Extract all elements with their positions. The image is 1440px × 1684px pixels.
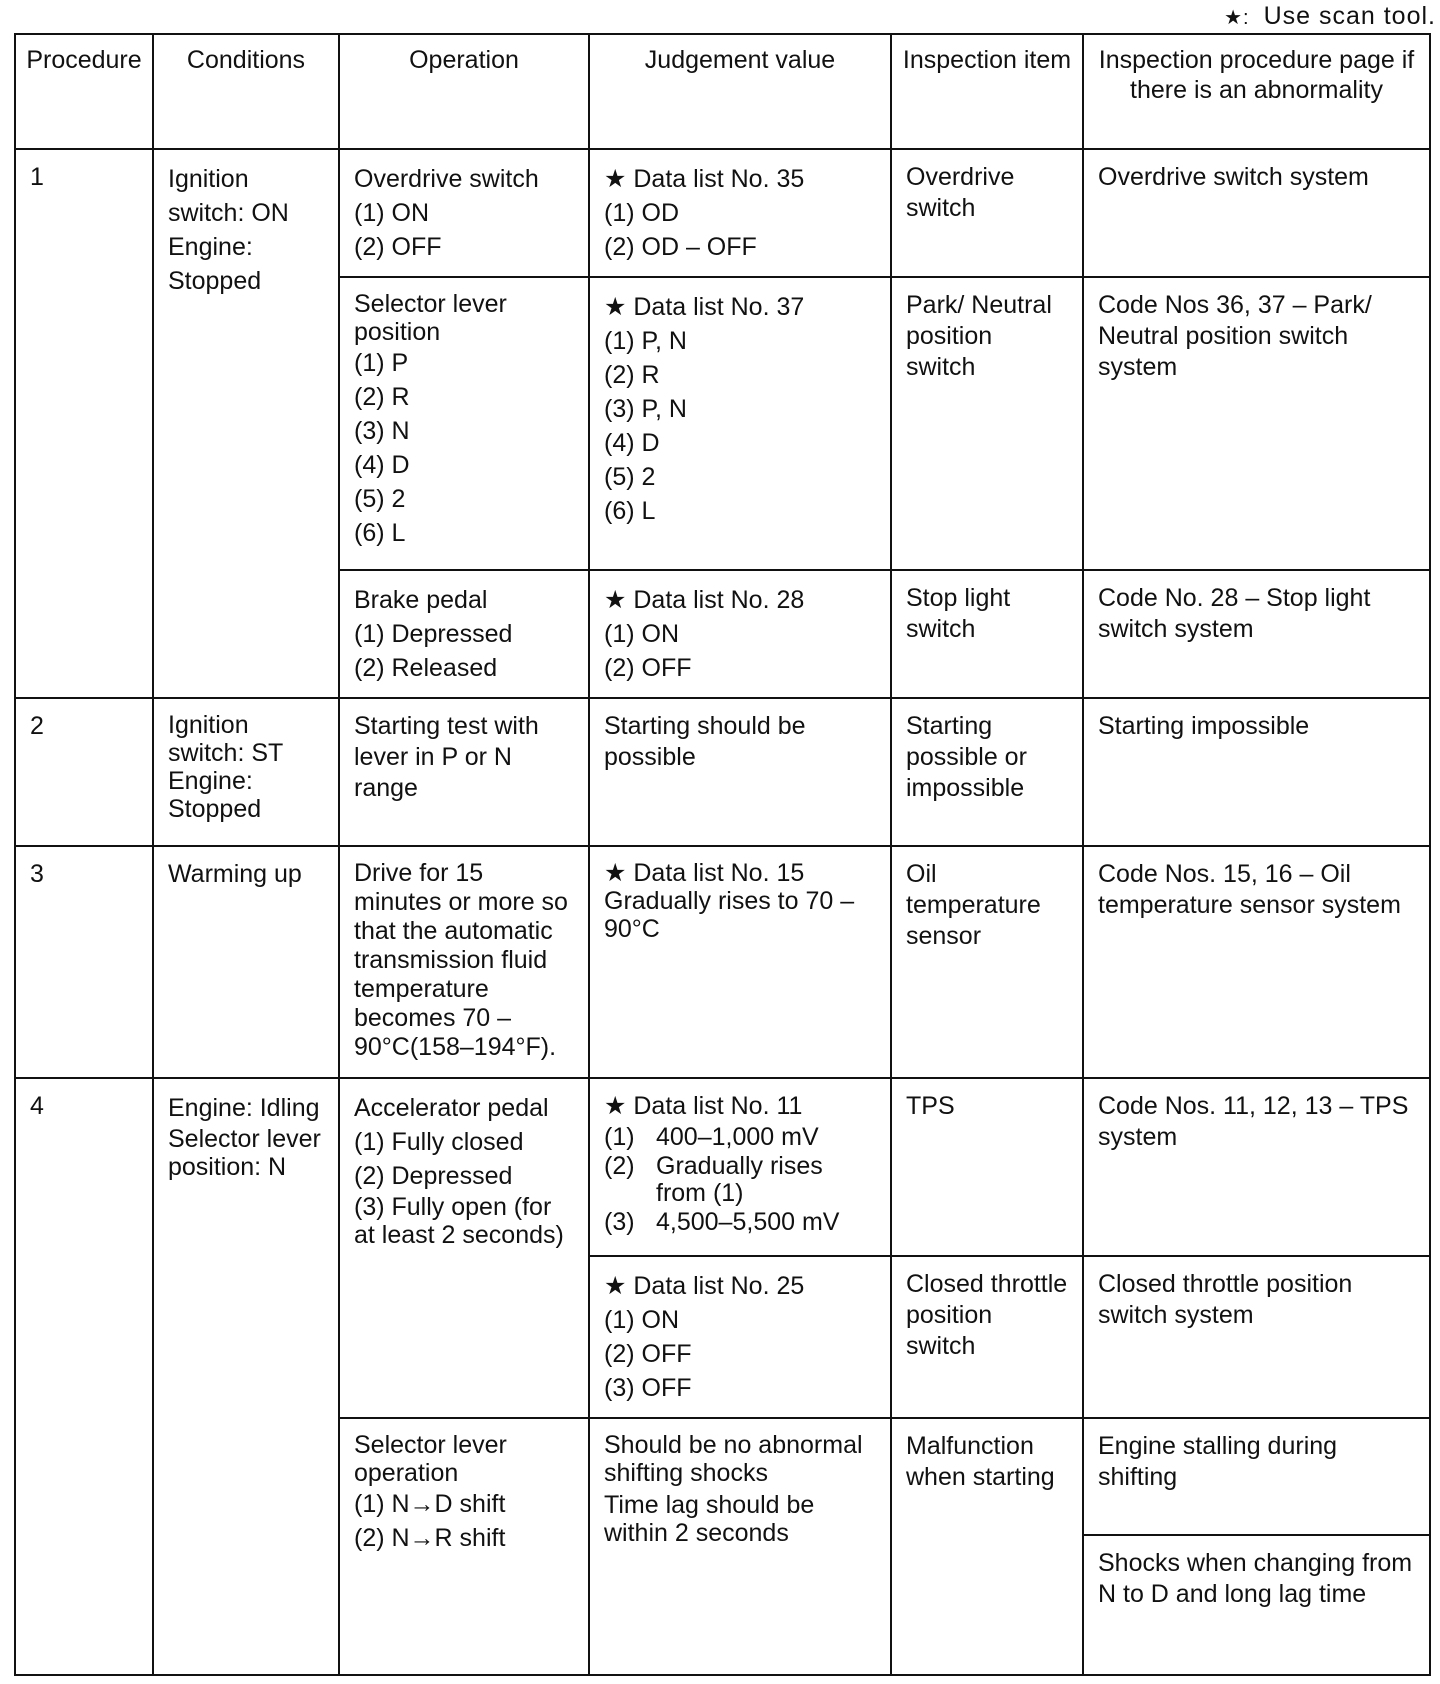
judgement-line: (1) ON	[604, 1306, 679, 1334]
conditions-cell	[153, 149, 339, 698]
operation-line: (1) P	[354, 349, 409, 377]
condition-line: Ignition switch: ST	[168, 711, 284, 767]
operation-cell: Drive for 15 minutes or more so that the automatic transmission fluid temperature becomes 70 – 90°C(158–194°F).	[339, 846, 589, 1078]
condition-line: Engine: Idling	[168, 1094, 320, 1122]
operation-cell	[339, 1418, 589, 1675]
procedure-page-cell: Starting impossible	[1083, 698, 1430, 846]
judgement-cell	[589, 1418, 891, 1675]
condition-line: Ignition switch: ON	[168, 165, 289, 227]
header-procedure: Procedure	[15, 34, 153, 149]
header-judgement-value: Judgement value	[589, 34, 891, 149]
operation-line: (2) R	[354, 383, 410, 411]
header-operation: Operation	[339, 34, 589, 149]
judgement-line: (2) OFF	[604, 1340, 692, 1368]
condition-line: Engine: Stopped	[168, 233, 262, 295]
judgement-title: ★ Data list No. 28	[604, 586, 805, 614]
inspection-item-cell: Overdrive switch	[891, 149, 1083, 277]
table-row	[15, 1078, 1430, 1256]
judgement-title: ★ Data list No. 35	[604, 165, 805, 193]
inspection-item-cell: Closed throttle position switch	[891, 1256, 1083, 1418]
table-row	[15, 149, 1430, 277]
operation-title: Selector lever position	[354, 290, 507, 346]
operation-title: Brake pedal	[354, 586, 488, 614]
inspection-item-cell: Malfunction when starting	[891, 1418, 1083, 1675]
judgement-cell	[589, 1078, 891, 1256]
judgement-line: (4) D	[604, 429, 660, 457]
judgement-item-text: Gradually rises from (1)	[656, 1152, 823, 1207]
judgement-line: (1) OD	[604, 199, 679, 227]
header-inspection-item: Inspection item	[891, 34, 1083, 149]
operation-title: Selector lever operation	[354, 1431, 507, 1487]
operation-line: (1) Fully closed	[354, 1128, 524, 1156]
operation-line: (1) N→D shift	[354, 1490, 506, 1518]
operation-line: (2) OFF	[354, 233, 442, 261]
judgement-line: (1) ON	[604, 620, 679, 648]
operation-line: (3) Fully open (for at least 2 seconds)	[354, 1193, 564, 1249]
judgement-line: Should be no abnormal shifting shocks	[604, 1431, 863, 1487]
inspection-table	[14, 33, 1431, 1675]
judgement-line: (3) P, N	[604, 395, 687, 423]
operation-line: (3) N	[354, 417, 410, 445]
operation-line: (1) ON	[354, 199, 429, 227]
condition-line: Engine: Stopped	[168, 767, 262, 823]
procedure-page-cell: Code Nos 36, 37 – Park/ Neutral position switch system	[1083, 277, 1430, 570]
judgement-title: ★ Data list No. 37	[604, 293, 805, 321]
star-note-marker: ★:	[1224, 7, 1250, 29]
table-row	[15, 698, 1430, 846]
judgement-item-number: (3)	[604, 1208, 635, 1236]
scan-tool-note	[1224, 2, 1436, 31]
operation-title: Overdrive switch	[354, 165, 539, 193]
operation-line: (1) Depressed	[354, 620, 513, 648]
conditions-cell	[153, 698, 339, 846]
operation-line: (4) D	[354, 451, 410, 479]
procedure-number: 4	[15, 1078, 153, 1675]
judgement-item	[604, 1153, 876, 1207]
judgement-item	[604, 1207, 876, 1238]
header-inspection-procedure-page: Inspection procedure page if there is an abnormality	[1083, 34, 1430, 149]
judgement-cell	[589, 570, 891, 698]
operation-title: Accelerator pedal	[354, 1094, 549, 1122]
procedure-number: 3	[15, 846, 153, 1078]
judgement-item-number: (2)	[604, 1152, 635, 1180]
operation-line: (6) L	[354, 519, 406, 547]
judgement-title: ★ Data list No. 25	[604, 1272, 805, 1300]
inspection-item-cell: Stop light switch	[891, 570, 1083, 698]
inspection-item-cell: Oil temperature sensor	[891, 846, 1083, 1078]
procedure-number: 1	[15, 149, 153, 698]
judgement-line: (2) R	[604, 361, 660, 389]
judgement-line: (6) L	[604, 497, 656, 525]
operation-line: (2) Released	[354, 654, 498, 682]
inspection-item-cell: Park/ Neutral position switch	[891, 277, 1083, 570]
operation-cell	[339, 277, 589, 570]
judgement-cell: Starting should be possible	[589, 698, 891, 846]
inspection-item-cell: TPS	[891, 1078, 1083, 1256]
procedure-page-cell: Code Nos. 11, 12, 13 – TPS system	[1083, 1078, 1430, 1256]
header-row	[15, 34, 1430, 149]
operation-cell: Starting test with lever in P or N range	[339, 698, 589, 846]
judgement-line: (2) OD – OFF	[604, 233, 757, 261]
judgement-cell	[589, 1256, 891, 1418]
inspection-item-cell: Starting possible or impossible	[891, 698, 1083, 846]
operation-cell	[339, 1078, 589, 1418]
operation-line: (5) 2	[354, 485, 406, 513]
operation-line: (2) N→R shift	[354, 1524, 506, 1552]
procedure-page-cell: Code No. 28 – Stop light switch system	[1083, 570, 1430, 698]
judgement-title: ★ Data list No. 11	[604, 1092, 803, 1120]
procedure-page-cell: Closed throttle position switch system	[1083, 1256, 1430, 1418]
judgement-cell	[589, 846, 891, 1078]
procedure-page-cell: Code Nos. 15, 16 – Oil temperature sensor system	[1083, 846, 1430, 1078]
judgement-line: Gradually rises to 70 – 90°C	[604, 887, 855, 943]
conditions-cell: Warming up	[153, 846, 339, 1078]
judgement-line: Time lag should be within 2 seconds	[604, 1491, 815, 1547]
judgement-line: (1) P, N	[604, 327, 687, 355]
judgement-item-text: 400–1,000 mV	[656, 1123, 819, 1151]
procedure-page-cell: Overdrive switch system	[1083, 149, 1430, 277]
note-text: Use scan tool.	[1263, 2, 1436, 30]
operation-line: (2) Depressed	[354, 1162, 513, 1190]
procedure-page-cell: Engine stalling during shifting	[1083, 1418, 1430, 1535]
judgement-cell	[589, 277, 891, 570]
condition-line: Selector lever position: N	[168, 1125, 321, 1181]
judgement-item-number: (1)	[604, 1123, 635, 1151]
table-row	[15, 846, 1430, 1078]
judgement-line: (3) OFF	[604, 1374, 692, 1402]
judgement-line: (5) 2	[604, 463, 656, 491]
conditions-cell	[153, 1078, 339, 1675]
judgement-line: (2) OFF	[604, 654, 692, 682]
judgement-cell	[589, 149, 891, 277]
judgement-item-text: 4,500–5,500 mV	[656, 1208, 840, 1236]
operation-cell	[339, 570, 589, 698]
judgement-item	[604, 1122, 876, 1153]
operation-cell	[339, 149, 589, 277]
procedure-page-cell: Shocks when changing from N to D and long lag time	[1083, 1535, 1430, 1675]
procedure-number: 2	[15, 698, 153, 846]
judgement-title: ★ Data list No. 15	[604, 859, 805, 887]
header-conditions: Conditions	[153, 34, 339, 149]
